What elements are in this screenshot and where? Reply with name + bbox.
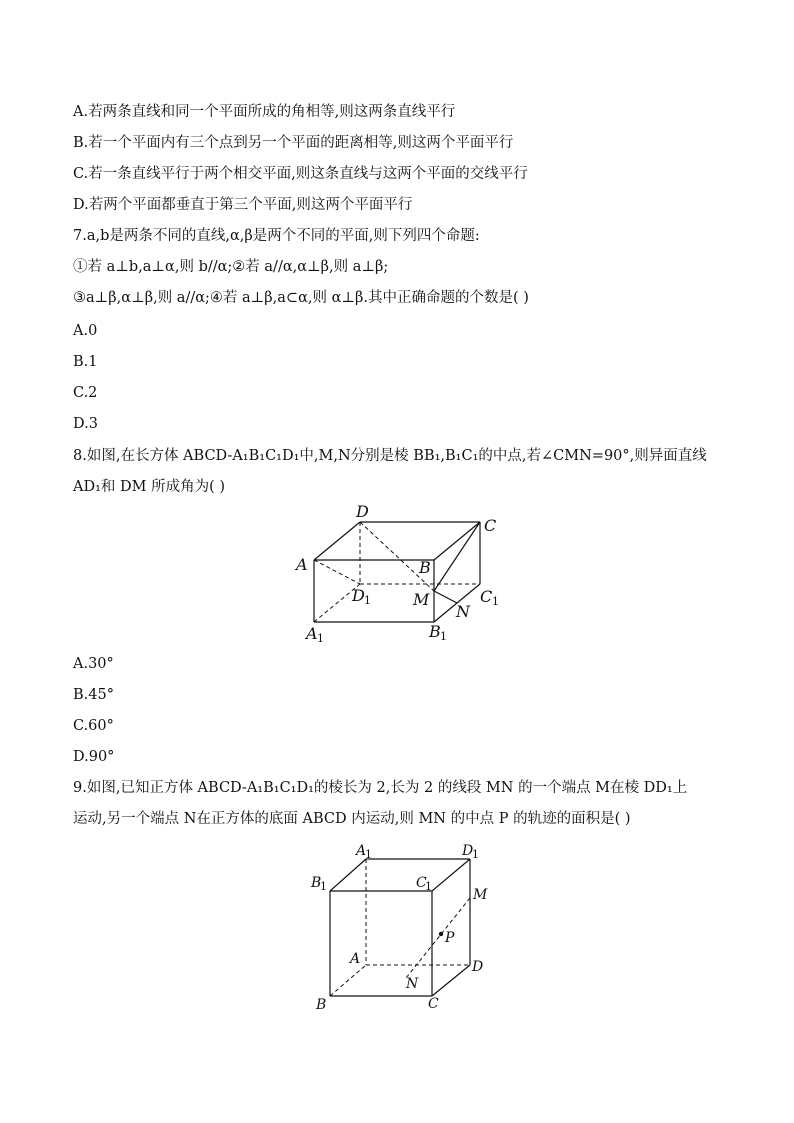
q9-label-d: D — [472, 959, 484, 975]
q9-label-n: N — [406, 976, 419, 992]
q8-cuboid-figure — [290, 500, 510, 650]
q8-label-d1: D — [352, 586, 365, 605]
q8-label-b1: B — [429, 622, 441, 641]
q7-stem: 7.a,b是两条不同的直线,α,β是两个不同的平面,则下列四个命题: — [73, 228, 480, 244]
q6-option-b: B.若一个平面内有三个点到另一个平面的距离相等,则这两个平面平行 — [73, 135, 514, 151]
q7-option-b: B.1 — [73, 354, 98, 370]
q8-option-d: D.90° — [73, 749, 115, 765]
q9-label-c1: C — [416, 875, 427, 891]
q9-cube-figure — [300, 838, 510, 1018]
q8-label-d1-sub: 1 — [364, 594, 371, 607]
q8-stem-line1: 8.如图,在长方体 ABCD-A₁B₁C₁D₁中,M,N分别是棱 BB₁,B₁C₁的中点,若∠CMN=90°,则异面直线 — [73, 448, 707, 464]
q9-label-m: M — [473, 887, 488, 903]
q9-label-b1: B — [311, 875, 322, 891]
q8-option-c: C.60° — [73, 718, 114, 734]
q7-option-a: A.0 — [73, 323, 98, 339]
q7-option-d: D.3 — [73, 416, 98, 432]
q9-label-b1-sub: 1 — [320, 880, 327, 893]
q9-label-c1-sub: 1 — [425, 880, 432, 893]
q9-label-a1-sub: 1 — [365, 848, 372, 861]
q9-label-c: C — [428, 996, 439, 1012]
q8-label-a: A — [296, 555, 308, 574]
q9-label-d1-sub: 1 — [472, 848, 479, 861]
q8-option-a: A.30° — [73, 656, 114, 672]
q9-stem-line2: 运动,另一个端点 N在正方体的底面 ABCD 内运动,则 MN 的中点 P 的轨迹的面积是( ) — [73, 811, 631, 827]
q7-option-c: C.2 — [73, 385, 98, 401]
q6-option-a: A.若两条直线和同一个平面所成的角相等,则这两条直线平行 — [73, 104, 456, 120]
q8-label-c1: C — [480, 587, 493, 606]
q8-label-b1-sub: 1 — [440, 630, 447, 643]
q8-label-m: M — [413, 590, 430, 609]
q8-option-b: B.45° — [73, 687, 114, 703]
q6-option-c: C.若一条直线平行于两个相交平面,则这条直线与这两个平面的交线平行 — [73, 166, 528, 182]
q9-label-a: A — [350, 951, 361, 967]
q8-label-n: N — [456, 602, 470, 621]
q8-label-a1: A — [306, 624, 318, 643]
q8-stem-line2: AD₁和 DM 所成角为( ) — [73, 479, 226, 495]
q8-label-b: B — [419, 558, 431, 577]
q9-label-a1: A — [356, 843, 367, 859]
q9-label-d1: D — [462, 843, 474, 859]
q7-propositions-2: ③a⊥β,α⊥β,则 a//α;④若 a⊥β,a⊂α,则 α⊥β.其中正确命题的个数是( ) — [73, 290, 529, 306]
q7-propositions-1: ①若 a⊥b,a⊥α,则 b//α;②若 a//α,α⊥β,则 a⊥β; — [73, 259, 389, 275]
q6-option-d: D.若两个平面都垂直于第三个平面,则这两个平面平行 — [73, 197, 413, 213]
q8-label-a1-sub: 1 — [317, 632, 324, 645]
q9-label-p: P — [445, 930, 455, 946]
q8-label-c: C — [484, 516, 497, 535]
q8-label-d: D — [356, 502, 369, 521]
q9-label-b: B — [316, 997, 327, 1013]
q8-label-c1-sub: 1 — [492, 595, 499, 608]
q9-stem-line1: 9.如图,已知正方体 ABCD-A₁B₁C₁D₁的棱长为 2,长为 2 的线段 MN 的一个端点 M在棱 DD₁上 — [73, 780, 688, 796]
